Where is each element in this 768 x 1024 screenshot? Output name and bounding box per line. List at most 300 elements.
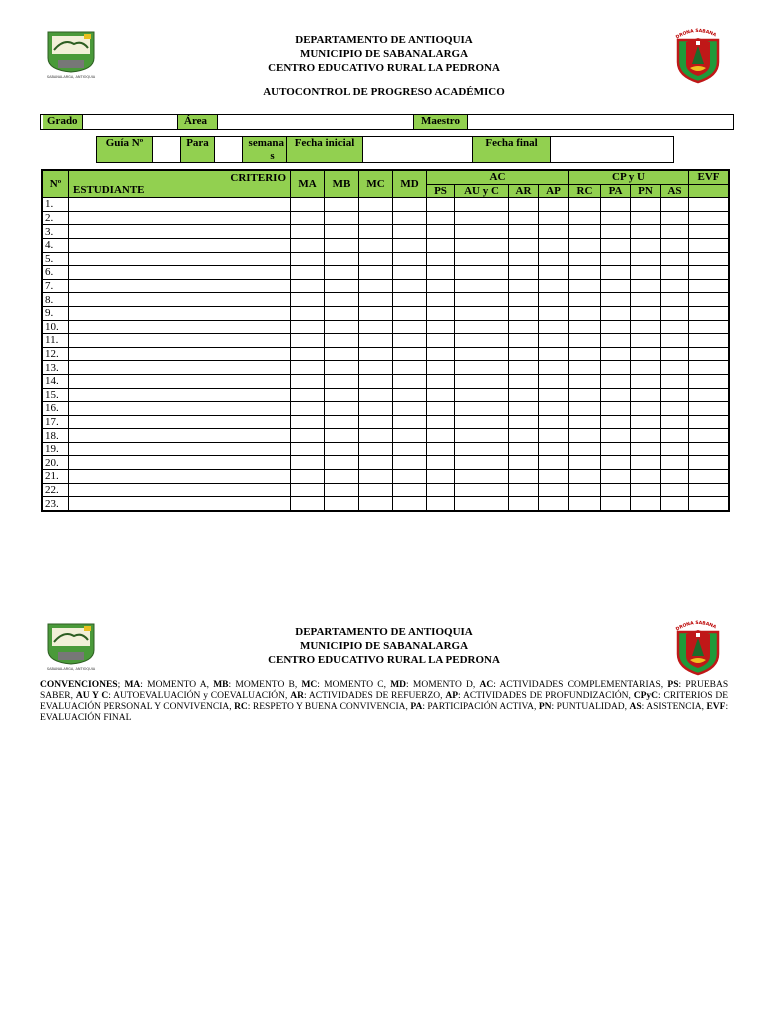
grade-cell[interactable]	[393, 374, 427, 388]
grade-cell[interactable]	[601, 334, 631, 348]
grade-cell[interactable]	[455, 225, 509, 239]
grade-cell[interactable]	[393, 198, 427, 212]
grade-cell[interactable]	[661, 198, 689, 212]
grade-cell[interactable]	[291, 497, 325, 511]
grade-cell[interactable]	[689, 334, 729, 348]
grade-cell[interactable]	[359, 198, 393, 212]
grade-cell[interactable]	[509, 198, 539, 212]
grade-cell[interactable]	[359, 429, 393, 443]
student-name-cell[interactable]	[69, 198, 291, 212]
grade-cell[interactable]	[689, 429, 729, 443]
grade-cell[interactable]	[601, 442, 631, 456]
grade-cell[interactable]	[539, 198, 569, 212]
grade-cell[interactable]	[291, 211, 325, 225]
grade-cell[interactable]	[509, 470, 539, 484]
grade-cell[interactable]	[291, 442, 325, 456]
grade-cell[interactable]	[393, 361, 427, 375]
grade-cell[interactable]	[689, 388, 729, 402]
grade-cell[interactable]	[291, 238, 325, 252]
grade-cell[interactable]	[427, 429, 455, 443]
para-field[interactable]	[215, 137, 243, 162]
grade-cell[interactable]	[393, 388, 427, 402]
grade-cell[interactable]	[359, 497, 393, 511]
grade-cell[interactable]	[455, 334, 509, 348]
grade-cell[interactable]	[689, 238, 729, 252]
grade-cell[interactable]	[661, 334, 689, 348]
grade-cell[interactable]	[359, 238, 393, 252]
grade-cell[interactable]	[601, 388, 631, 402]
grade-cell[interactable]	[631, 293, 661, 307]
grade-cell[interactable]	[455, 483, 509, 497]
grade-cell[interactable]	[689, 279, 729, 293]
grade-cell[interactable]	[631, 497, 661, 511]
grade-cell[interactable]	[539, 497, 569, 511]
grade-cell[interactable]	[689, 415, 729, 429]
grade-cell[interactable]	[631, 442, 661, 456]
grade-cell[interactable]	[569, 252, 601, 266]
grade-cell[interactable]	[509, 442, 539, 456]
grade-cell[interactable]	[661, 497, 689, 511]
grade-cell[interactable]	[291, 306, 325, 320]
grade-cell[interactable]	[455, 429, 509, 443]
grade-cell[interactable]	[689, 374, 729, 388]
grade-cell[interactable]	[601, 456, 631, 470]
student-name-cell[interactable]	[69, 225, 291, 239]
grade-cell[interactable]	[539, 279, 569, 293]
grade-cell[interactable]	[689, 320, 729, 334]
grade-cell[interactable]	[291, 225, 325, 239]
grade-cell[interactable]	[455, 238, 509, 252]
grade-cell[interactable]	[455, 415, 509, 429]
grade-cell[interactable]	[661, 388, 689, 402]
grade-cell[interactable]	[359, 388, 393, 402]
student-name-cell[interactable]	[69, 483, 291, 497]
grade-cell[interactable]	[539, 402, 569, 416]
student-name-cell[interactable]	[69, 334, 291, 348]
grade-cell[interactable]	[539, 415, 569, 429]
student-name-cell[interactable]	[69, 402, 291, 416]
grade-cell[interactable]	[661, 402, 689, 416]
grade-cell[interactable]	[631, 429, 661, 443]
grade-cell[interactable]	[631, 483, 661, 497]
grade-cell[interactable]	[661, 415, 689, 429]
student-name-cell[interactable]	[69, 442, 291, 456]
grade-cell[interactable]	[455, 388, 509, 402]
student-name-cell[interactable]	[69, 497, 291, 511]
grade-cell[interactable]	[569, 402, 601, 416]
grade-cell[interactable]	[393, 266, 427, 280]
grade-cell[interactable]	[539, 225, 569, 239]
grade-cell[interactable]	[509, 429, 539, 443]
student-name-cell[interactable]	[69, 266, 291, 280]
grade-cell[interactable]	[291, 415, 325, 429]
grade-cell[interactable]	[393, 252, 427, 266]
grade-cell[interactable]	[601, 238, 631, 252]
grade-cell[interactable]	[427, 361, 455, 375]
grade-cell[interactable]	[393, 334, 427, 348]
grade-cell[interactable]	[427, 279, 455, 293]
grade-cell[interactable]	[569, 361, 601, 375]
grade-cell[interactable]	[539, 306, 569, 320]
grade-cell[interactable]	[509, 211, 539, 225]
grade-cell[interactable]	[393, 456, 427, 470]
grade-cell[interactable]	[689, 252, 729, 266]
grade-cell[interactable]	[455, 470, 509, 484]
grade-cell[interactable]	[427, 334, 455, 348]
grade-cell[interactable]	[661, 320, 689, 334]
grade-cell[interactable]	[325, 361, 359, 375]
guia-field[interactable]	[153, 137, 181, 162]
grade-cell[interactable]	[539, 456, 569, 470]
grade-cell[interactable]	[291, 252, 325, 266]
grade-cell[interactable]	[325, 483, 359, 497]
grade-cell[interactable]	[601, 252, 631, 266]
grade-cell[interactable]	[569, 293, 601, 307]
student-name-cell[interactable]	[69, 252, 291, 266]
grade-cell[interactable]	[325, 306, 359, 320]
grade-cell[interactable]	[291, 347, 325, 361]
grade-cell[interactable]	[689, 225, 729, 239]
student-name-cell[interactable]	[69, 293, 291, 307]
grade-cell[interactable]	[631, 334, 661, 348]
area-field[interactable]	[218, 115, 414, 129]
grade-cell[interactable]	[569, 306, 601, 320]
grade-cell[interactable]	[689, 211, 729, 225]
grade-cell[interactable]	[569, 442, 601, 456]
grade-cell[interactable]	[661, 442, 689, 456]
grade-cell[interactable]	[427, 470, 455, 484]
grade-cell[interactable]	[631, 252, 661, 266]
grade-cell[interactable]	[569, 429, 601, 443]
grade-cell[interactable]	[689, 306, 729, 320]
grade-cell[interactable]	[455, 456, 509, 470]
grade-cell[interactable]	[291, 470, 325, 484]
grade-cell[interactable]	[631, 306, 661, 320]
grade-cell[interactable]	[325, 456, 359, 470]
grade-cell[interactable]	[601, 198, 631, 212]
grade-cell[interactable]	[509, 497, 539, 511]
grade-cell[interactable]	[455, 252, 509, 266]
grade-cell[interactable]	[359, 279, 393, 293]
grade-cell[interactable]	[291, 198, 325, 212]
grade-cell[interactable]	[291, 388, 325, 402]
grade-cell[interactable]	[291, 402, 325, 416]
grade-cell[interactable]	[455, 442, 509, 456]
grade-cell[interactable]	[325, 293, 359, 307]
grade-cell[interactable]	[509, 306, 539, 320]
grade-cell[interactable]	[661, 211, 689, 225]
grade-cell[interactable]	[325, 238, 359, 252]
grade-cell[interactable]	[427, 238, 455, 252]
grade-cell[interactable]	[427, 198, 455, 212]
grade-cell[interactable]	[539, 442, 569, 456]
grade-cell[interactable]	[291, 266, 325, 280]
grade-cell[interactable]	[359, 293, 393, 307]
grade-cell[interactable]	[325, 225, 359, 239]
fecha-final-field[interactable]	[551, 137, 671, 162]
grade-cell[interactable]	[325, 320, 359, 334]
grade-cell[interactable]	[539, 374, 569, 388]
grade-cell[interactable]	[427, 497, 455, 511]
grade-cell[interactable]	[539, 211, 569, 225]
grade-cell[interactable]	[455, 347, 509, 361]
grade-cell[interactable]	[661, 361, 689, 375]
grade-cell[interactable]	[455, 266, 509, 280]
grade-cell[interactable]	[393, 483, 427, 497]
grade-cell[interactable]	[427, 374, 455, 388]
grade-cell[interactable]	[661, 483, 689, 497]
grade-cell[interactable]	[661, 225, 689, 239]
grade-cell[interactable]	[569, 334, 601, 348]
grade-cell[interactable]	[539, 361, 569, 375]
grade-cell[interactable]	[539, 252, 569, 266]
student-name-cell[interactable]	[69, 374, 291, 388]
grade-cell[interactable]	[601, 266, 631, 280]
grade-cell[interactable]	[509, 334, 539, 348]
grade-cell[interactable]	[393, 429, 427, 443]
grade-cell[interactable]	[569, 238, 601, 252]
grade-cell[interactable]	[539, 429, 569, 443]
grade-cell[interactable]	[661, 238, 689, 252]
grade-cell[interactable]	[291, 374, 325, 388]
grade-cell[interactable]	[539, 347, 569, 361]
grade-cell[interactable]	[539, 320, 569, 334]
grade-cell[interactable]	[509, 388, 539, 402]
grade-cell[interactable]	[325, 252, 359, 266]
grade-cell[interactable]	[359, 361, 393, 375]
grade-cell[interactable]	[325, 211, 359, 225]
grade-cell[interactable]	[631, 415, 661, 429]
grade-cell[interactable]	[569, 388, 601, 402]
grade-cell[interactable]	[359, 225, 393, 239]
grade-cell[interactable]	[325, 198, 359, 212]
grade-cell[interactable]	[631, 456, 661, 470]
grade-cell[interactable]	[291, 483, 325, 497]
grade-cell[interactable]	[325, 429, 359, 443]
grade-cell[interactable]	[661, 306, 689, 320]
grade-cell[interactable]	[539, 238, 569, 252]
grade-cell[interactable]	[455, 374, 509, 388]
grade-cell[interactable]	[631, 320, 661, 334]
grade-cell[interactable]	[393, 497, 427, 511]
grade-cell[interactable]	[689, 497, 729, 511]
grade-cell[interactable]	[509, 374, 539, 388]
grade-cell[interactable]	[291, 320, 325, 334]
grade-cell[interactable]	[601, 347, 631, 361]
grade-cell[interactable]	[393, 402, 427, 416]
grade-cell[interactable]	[689, 456, 729, 470]
grade-cell[interactable]	[325, 470, 359, 484]
grade-cell[interactable]	[601, 374, 631, 388]
grade-cell[interactable]	[631, 238, 661, 252]
grade-cell[interactable]	[689, 361, 729, 375]
grade-cell[interactable]	[455, 279, 509, 293]
grade-cell[interactable]	[455, 306, 509, 320]
grade-cell[interactable]	[393, 320, 427, 334]
grade-cell[interactable]	[539, 266, 569, 280]
grade-cell[interactable]	[427, 211, 455, 225]
grade-cell[interactable]	[455, 320, 509, 334]
grade-cell[interactable]	[359, 456, 393, 470]
grade-cell[interactable]	[427, 415, 455, 429]
grade-cell[interactable]	[393, 225, 427, 239]
grade-cell[interactable]	[359, 415, 393, 429]
student-name-cell[interactable]	[69, 279, 291, 293]
grade-cell[interactable]	[359, 374, 393, 388]
grade-cell[interactable]	[601, 470, 631, 484]
grade-cell[interactable]	[601, 279, 631, 293]
grade-cell[interactable]	[325, 442, 359, 456]
grade-cell[interactable]	[601, 211, 631, 225]
grade-cell[interactable]	[325, 347, 359, 361]
grade-cell[interactable]	[455, 211, 509, 225]
student-name-cell[interactable]	[69, 320, 291, 334]
grade-cell[interactable]	[509, 293, 539, 307]
grade-cell[interactable]	[291, 279, 325, 293]
grade-cell[interactable]	[455, 402, 509, 416]
grade-cell[interactable]	[539, 334, 569, 348]
grade-cell[interactable]	[631, 279, 661, 293]
grade-cell[interactable]	[359, 320, 393, 334]
grade-cell[interactable]	[455, 293, 509, 307]
grade-cell[interactable]	[689, 293, 729, 307]
student-name-cell[interactable]	[69, 429, 291, 443]
grade-cell[interactable]	[631, 388, 661, 402]
grade-cell[interactable]	[661, 279, 689, 293]
grade-cell[interactable]	[661, 266, 689, 280]
grade-cell[interactable]	[661, 470, 689, 484]
grade-cell[interactable]	[631, 361, 661, 375]
grade-cell[interactable]	[601, 497, 631, 511]
grade-cell[interactable]	[427, 293, 455, 307]
grade-cell[interactable]	[601, 483, 631, 497]
grade-cell[interactable]	[509, 320, 539, 334]
grade-cell[interactable]	[509, 238, 539, 252]
grade-cell[interactable]	[359, 442, 393, 456]
grade-cell[interactable]	[509, 279, 539, 293]
grade-cell[interactable]	[291, 334, 325, 348]
fecha-inicial-field[interactable]	[363, 137, 473, 162]
grade-cell[interactable]	[325, 266, 359, 280]
grade-cell[interactable]	[631, 266, 661, 280]
grade-cell[interactable]	[601, 320, 631, 334]
grade-cell[interactable]	[359, 470, 393, 484]
student-name-cell[interactable]	[69, 470, 291, 484]
grade-cell[interactable]	[689, 266, 729, 280]
grade-cell[interactable]	[291, 429, 325, 443]
grade-cell[interactable]	[325, 374, 359, 388]
maestro-field[interactable]	[468, 115, 732, 129]
grade-cell[interactable]	[359, 211, 393, 225]
grade-cell[interactable]	[689, 442, 729, 456]
grade-cell[interactable]	[427, 347, 455, 361]
grade-cell[interactable]	[325, 388, 359, 402]
grade-cell[interactable]	[359, 483, 393, 497]
grade-cell[interactable]	[539, 388, 569, 402]
grade-cell[interactable]	[509, 266, 539, 280]
grade-cell[interactable]	[325, 279, 359, 293]
grade-cell[interactable]	[393, 293, 427, 307]
grade-cell[interactable]	[569, 266, 601, 280]
grade-cell[interactable]	[631, 402, 661, 416]
grade-cell[interactable]	[393, 442, 427, 456]
grade-cell[interactable]	[427, 320, 455, 334]
grade-cell[interactable]	[601, 402, 631, 416]
student-name-cell[interactable]	[69, 361, 291, 375]
grade-cell[interactable]	[393, 279, 427, 293]
grade-cell[interactable]	[539, 470, 569, 484]
grade-cell[interactable]	[601, 415, 631, 429]
grade-cell[interactable]	[689, 470, 729, 484]
grade-cell[interactable]	[455, 361, 509, 375]
grade-cell[interactable]	[359, 334, 393, 348]
grade-cell[interactable]	[427, 252, 455, 266]
grade-cell[interactable]	[509, 415, 539, 429]
student-name-cell[interactable]	[69, 238, 291, 252]
grade-cell[interactable]	[569, 470, 601, 484]
grade-cell[interactable]	[427, 266, 455, 280]
grade-cell[interactable]	[569, 211, 601, 225]
grade-cell[interactable]	[689, 347, 729, 361]
grade-cell[interactable]	[509, 225, 539, 239]
grade-cell[interactable]	[569, 456, 601, 470]
grade-cell[interactable]	[509, 402, 539, 416]
grade-cell[interactable]	[427, 388, 455, 402]
grade-cell[interactable]	[539, 293, 569, 307]
grade-cell[interactable]	[661, 252, 689, 266]
grade-cell[interactable]	[455, 497, 509, 511]
grade-cell[interactable]	[427, 483, 455, 497]
student-name-cell[interactable]	[69, 347, 291, 361]
grade-cell[interactable]	[539, 483, 569, 497]
grade-cell[interactable]	[393, 470, 427, 484]
grade-cell[interactable]	[393, 415, 427, 429]
grade-cell[interactable]	[325, 402, 359, 416]
grade-cell[interactable]	[291, 456, 325, 470]
grade-cell[interactable]	[601, 293, 631, 307]
grade-cell[interactable]	[359, 266, 393, 280]
grade-cell[interactable]	[359, 402, 393, 416]
grade-cell[interactable]	[325, 334, 359, 348]
grade-cell[interactable]	[661, 374, 689, 388]
grade-cell[interactable]	[393, 238, 427, 252]
grade-cell[interactable]	[509, 456, 539, 470]
grade-cell[interactable]	[509, 252, 539, 266]
grade-cell[interactable]	[601, 361, 631, 375]
grade-cell[interactable]	[325, 415, 359, 429]
grade-cell[interactable]	[569, 374, 601, 388]
grade-cell[interactable]	[689, 198, 729, 212]
grade-cell[interactable]	[359, 347, 393, 361]
grade-cell[interactable]	[631, 198, 661, 212]
grade-cell[interactable]	[689, 483, 729, 497]
grade-cell[interactable]	[631, 470, 661, 484]
grade-cell[interactable]	[661, 293, 689, 307]
grade-cell[interactable]	[689, 402, 729, 416]
grade-cell[interactable]	[359, 252, 393, 266]
grade-cell[interactable]	[509, 347, 539, 361]
grade-cell[interactable]	[661, 347, 689, 361]
grade-cell[interactable]	[661, 456, 689, 470]
grade-cell[interactable]	[569, 198, 601, 212]
grade-cell[interactable]	[359, 306, 393, 320]
grade-cell[interactable]	[509, 361, 539, 375]
grade-cell[interactable]	[631, 211, 661, 225]
grade-cell[interactable]	[291, 361, 325, 375]
grade-cell[interactable]	[427, 456, 455, 470]
grade-cell[interactable]	[601, 429, 631, 443]
grade-cell[interactable]	[393, 347, 427, 361]
